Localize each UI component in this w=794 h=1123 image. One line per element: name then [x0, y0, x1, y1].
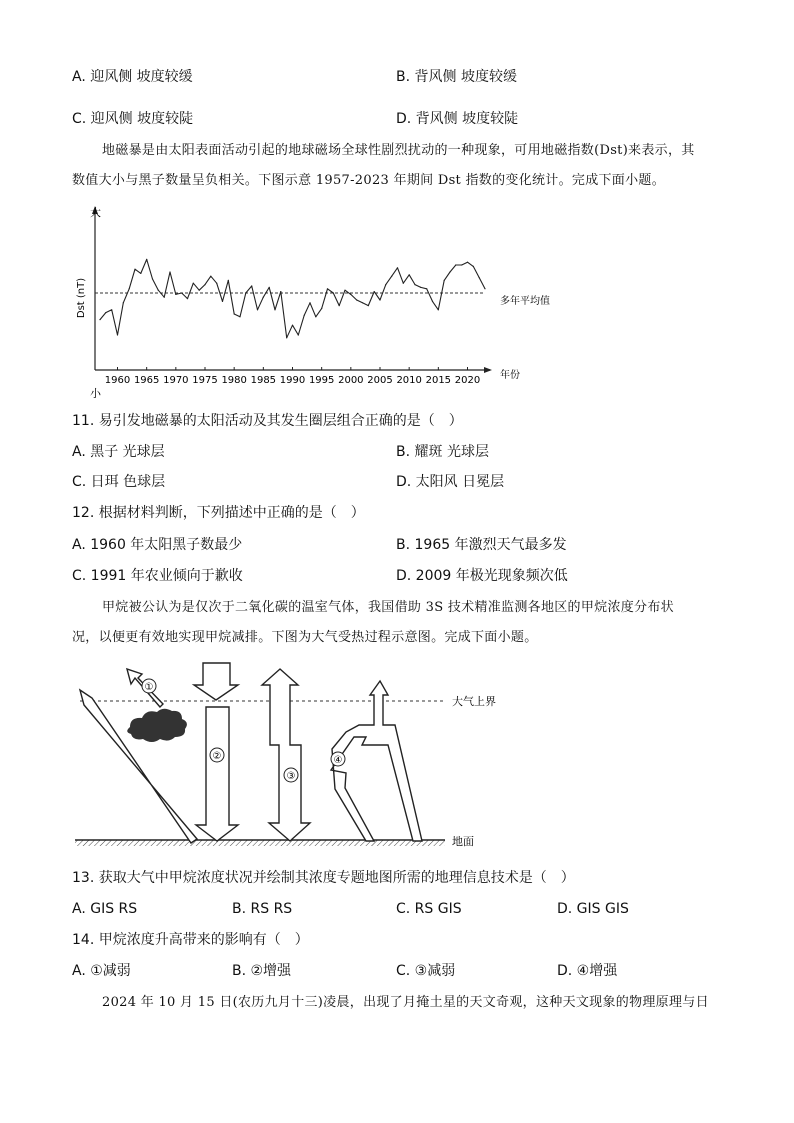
ground-label: 地面 [452, 835, 474, 848]
dst-data-point [152, 278, 153, 279]
dst-data-point [129, 288, 130, 289]
dst-data-point [274, 309, 275, 310]
q12-option-d: D. 2009 年极光现象频次低 [396, 568, 568, 584]
cloud-icon [127, 709, 187, 742]
dst-data-point [199, 290, 200, 291]
dst-series-line [100, 259, 485, 337]
x-tick-label: 1985 [250, 375, 277, 386]
x-tick-label: 1980 [221, 375, 247, 386]
x-axis-label: 年份 [500, 370, 520, 381]
dst-data-point [484, 288, 485, 289]
dst-data-point [344, 290, 345, 291]
dst-data-point [397, 267, 398, 268]
dst-data-point [356, 299, 357, 300]
q13-option-c: C. RS GIS [396, 901, 462, 917]
q11-option-a: A. 黑子 光球层 [72, 444, 165, 460]
svg-text:③: ③ [286, 771, 296, 782]
dst-data-point [479, 277, 480, 278]
dst-data-point [292, 325, 293, 326]
q13-option-d: D. GIS GIS [557, 901, 629, 917]
atmosphere-heating-diagram [70, 655, 540, 855]
dst-data-point [175, 294, 176, 295]
x-tick-label: 1965 [133, 375, 160, 386]
x-tick-label: 2015 [425, 375, 452, 386]
x-tick-label: 2020 [454, 375, 481, 386]
q11-option-b: B. 耀斑 光球层 [396, 444, 489, 460]
y-axis-label: Dst (nT) [76, 277, 87, 319]
passage2-line1: 甲烷被公认为是仅次于二氧化碳的温室气体，我国借助 3S 技术精准监测各地区的甲烷浓度分布状 [102, 600, 674, 615]
q12-option-c: C. 1991 年农业倾向于歉收 [72, 568, 243, 584]
dst-data-point [444, 280, 445, 281]
dst-data-point [403, 283, 404, 284]
svg-text:①: ① [144, 682, 154, 693]
dst-data-point [245, 292, 246, 293]
dst-data-point [134, 269, 135, 270]
mean-line-label: 多年平均值 [500, 296, 550, 307]
x-axis-arrowhead [484, 367, 492, 373]
q10-option-c: C. 迎风侧 坡度较陡 [72, 111, 194, 127]
q14-option-d: D. ④增强 [557, 963, 618, 979]
q14-option-c: C. ③减弱 [396, 963, 456, 979]
dst-data-point [339, 305, 340, 306]
solar-radiation-downward-arrow [194, 663, 238, 700]
q13-stem: 13. 获取大气中甲烷浓度状况并绘制其浓度专题地图所需的地理信息技术是（ ） [72, 870, 575, 886]
x-tick-label: 1995 [308, 375, 335, 386]
dst-data-point [455, 264, 456, 265]
arrow-2-solar-radiation [196, 707, 238, 841]
dst-data-point [420, 287, 421, 288]
q14-option-b: B. ②增强 [232, 963, 292, 979]
dst-data-point [111, 309, 112, 310]
dst-data-point [321, 308, 322, 309]
passage3-line1: 2024 年 10 月 15 日(农历九月十三)凌晨，出现了月掩土星的天文奇观，这种天文现象的物理原理与日 [102, 995, 709, 1010]
dst-data-point [350, 294, 351, 295]
q12-option-b: B. 1965 年激烈天气最多发 [396, 537, 567, 553]
dst-data-point [193, 283, 194, 284]
dst-data-point [362, 302, 363, 303]
dst-data-point [432, 301, 433, 302]
ground-hatch [75, 840, 445, 846]
dst-data-point [391, 276, 392, 277]
q10-option-d: D. 背风侧 坡度较陡 [396, 111, 519, 127]
dst-data-point [263, 297, 264, 298]
dst-data-point [280, 291, 281, 292]
passage1-line2: 数值大小与黑子数量呈负相关。下图示意 1957-2023 年期间 Dst 指数的变化统计。完成下面小题。 [72, 173, 666, 188]
x-tick-label: 2000 [338, 375, 364, 386]
y-axis-top-label: 大 [90, 206, 101, 219]
x-tick-label: 1975 [192, 375, 218, 386]
dst-data-point [426, 288, 427, 289]
dst-data-point [234, 313, 235, 314]
dst-data-point [286, 337, 287, 338]
dst-data-point [105, 312, 106, 313]
dst-data-point [385, 284, 386, 285]
dst-data-point [216, 283, 217, 284]
dst-data-point [146, 259, 147, 260]
x-tick-label: 1960 [104, 375, 131, 386]
dst-data-point [409, 274, 410, 275]
q14-stem: 14. 甲烷浓度升高带来的影响有（ ） [72, 932, 309, 948]
dst-data-point [222, 301, 223, 302]
dst-data-point [374, 291, 375, 292]
atmosphere-top-label: 大气上界 [452, 695, 496, 708]
q10-option-b: B. 背风侧 坡度较缓 [396, 69, 517, 85]
dst-data-point [269, 287, 270, 288]
dst-data-point [333, 292, 334, 293]
dst-data-point [368, 305, 369, 306]
arrow-3-ground-radiation [262, 669, 310, 841]
dst-data-point [251, 285, 252, 286]
dst-data-point [298, 334, 299, 335]
dst-data-point [461, 264, 462, 265]
dst-data-point [181, 292, 182, 293]
dst-data-point [438, 309, 439, 310]
dst-data-point [257, 309, 258, 310]
x-tick-label: 1990 [279, 375, 306, 386]
q12-stem: 12. 根据材料判断，下列描述中正确的是（ ） [72, 505, 365, 521]
x-tick-label: 1970 [163, 375, 189, 386]
passage1-line1: 地磁暴是由太阳表面活动引起的地球磁场全球性剧烈扰动的一种现象，可用地磁指数(Dst)来表示，其 [102, 143, 695, 158]
dst-line-chart [70, 200, 560, 400]
dst-data-point [379, 299, 380, 300]
dst-data-point [467, 262, 468, 263]
x-tick-label: 2005 [367, 375, 393, 386]
passage2-line2: 况，以便更有效地实现甲烷减排。下图为大气受热过程示意图。完成下面小题。 [72, 630, 538, 645]
q10-option-a: A. 迎风侧 坡度较缓 [72, 69, 193, 85]
q11-option-c: C. 日珥 色球层 [72, 474, 166, 490]
dst-data-point [164, 297, 165, 298]
dst-data-point [228, 280, 229, 281]
dst-data-point [309, 302, 310, 303]
dst-data-point [449, 271, 450, 272]
q12-option-a: A. 1960 年太阳黑子数最少 [72, 537, 243, 553]
q11-option-d: D. 太阳风 日冕层 [396, 474, 505, 490]
q14-option-a: A. ①减弱 [72, 963, 131, 979]
dst-data-point [187, 298, 188, 299]
dst-data-point [99, 319, 100, 320]
dst-data-point [414, 284, 415, 285]
q11-stem: 11. 易引发地磁暴的太阳活动及其发生圈层组合正确的是（ ） [72, 413, 463, 429]
x-tick-label: 2010 [396, 375, 422, 386]
svg-text:④: ④ [333, 755, 343, 766]
dst-data-point [473, 266, 474, 267]
dst-data-point [304, 315, 305, 316]
q13-option-a: A. GIS RS [72, 901, 138, 917]
dst-data-point [140, 273, 141, 274]
dst-data-point [315, 316, 316, 317]
dst-data-point [123, 302, 124, 303]
dst-data-point [327, 288, 328, 289]
dst-data-point [117, 334, 118, 335]
svg-text:②: ② [212, 751, 222, 762]
dst-data-point [169, 271, 170, 272]
q13-option-b: B. RS RS [232, 901, 293, 917]
dst-data-point [204, 284, 205, 285]
dst-data-point [210, 276, 211, 277]
y-axis-bottom-label: 小 [90, 387, 101, 400]
dst-data-point [158, 290, 159, 291]
dst-data-point [239, 316, 240, 317]
